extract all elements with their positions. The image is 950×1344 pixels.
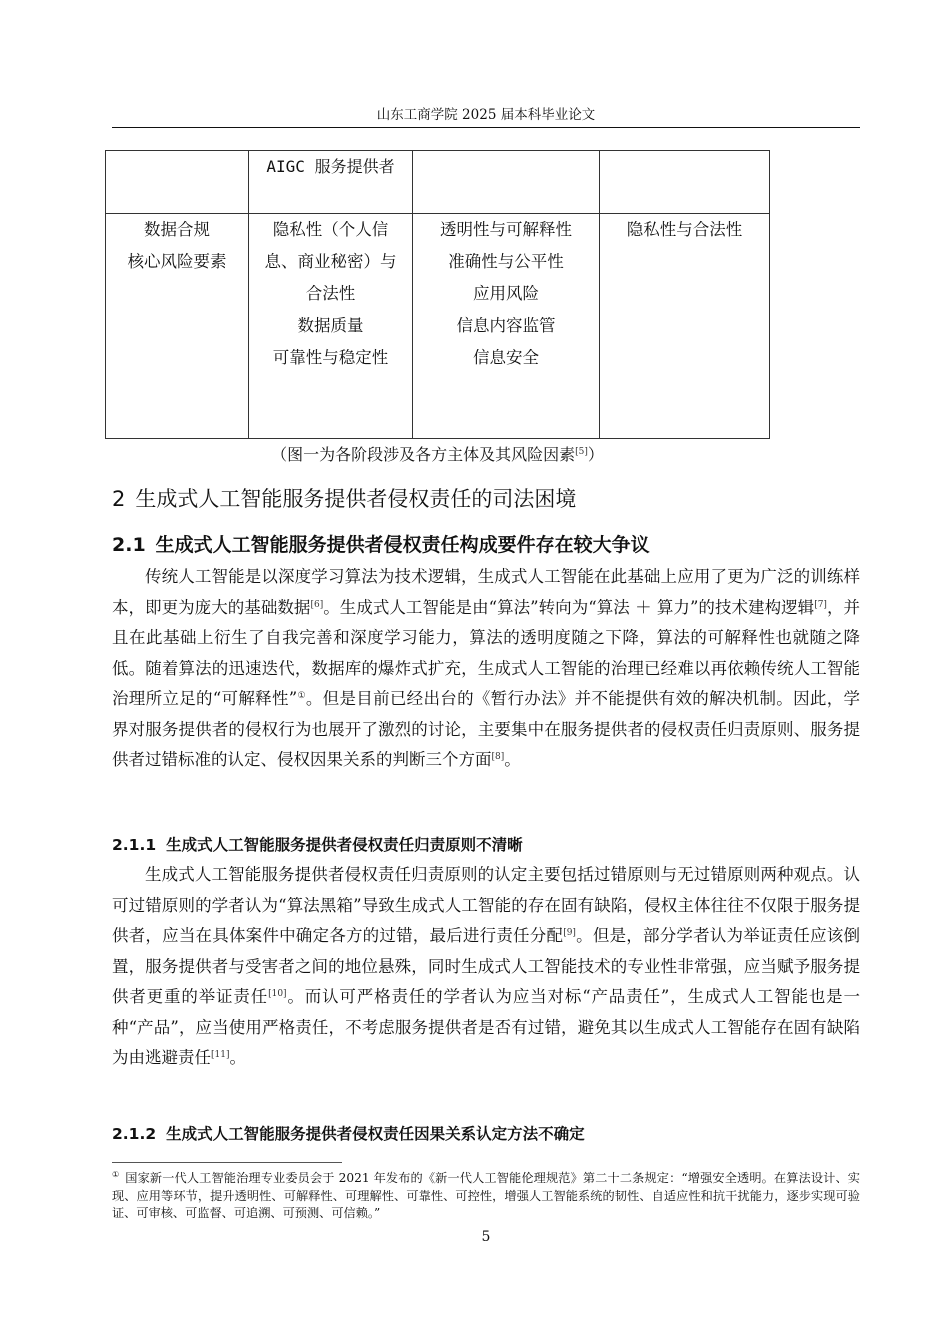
section-number: 2.1.2 xyxy=(112,1125,157,1143)
citation-ref[interactable]: [6] xyxy=(310,599,324,610)
text-run: 。 xyxy=(504,750,521,769)
cell-line: 可靠性与稳定性 xyxy=(272,348,389,367)
risk-factor-table xyxy=(105,150,770,439)
cell-line: 核心风险要素 xyxy=(127,252,227,271)
cell-line: 应用风险 xyxy=(473,284,539,303)
text-run: 。 xyxy=(229,1048,246,1067)
citation-ref[interactable]: [8] xyxy=(491,752,505,762)
table-cell-r2c3 xyxy=(413,214,600,439)
citation-ref[interactable]: [7] xyxy=(814,599,827,610)
table-cell-r1c1 xyxy=(106,151,249,214)
body-paragraph-1 xyxy=(112,562,860,776)
table-caption xyxy=(105,444,770,466)
cell-line: 数据合规 xyxy=(144,220,210,239)
table-cell-r2c2 xyxy=(249,214,413,439)
running-header: 山东工商学院 2025 届本科毕业论文 xyxy=(376,107,596,123)
citation-ref[interactable]: [11] xyxy=(211,1050,230,1060)
text-run: 。而认可严格责任的学者认为应当对标“产品责任”，生成式人工智能也是一种“产品”，应当使用严格责任，不考虑服务提供者是否有过错，避免其以生成式人工智能存在固有缺陷为由逃避责任 xyxy=(112,987,861,1067)
page-number: 5 xyxy=(481,1229,491,1245)
section-number: 2.1.1 xyxy=(112,836,157,854)
table-cell-r1c3 xyxy=(413,151,600,214)
section-number: 2 xyxy=(112,487,126,511)
section-title: 生成式人工智能服务提供者侵权责任的司法困境 xyxy=(135,487,577,511)
cell-line: 准确性与公平性 xyxy=(448,252,564,271)
section-heading-2-1-1 xyxy=(112,834,523,856)
table-cell-r1c4 xyxy=(600,151,770,214)
cell-line: 息、商业秘密）与 xyxy=(264,252,397,271)
text-run: 生成式人工智能服务提供者侵权责任归责原则的认定主要包括过错原则与无过错原则两种观点。认可过错原则的学者认为“算法黑箱”导致生成式人工智能的存在固有缺陷，侵权主体往往不仅限于服务提供者，应当在具体案件中确定各方的过错，最后进行责任分配 xyxy=(112,865,860,945)
body-paragraph-2 xyxy=(112,860,860,1074)
footnote xyxy=(112,1170,860,1223)
section-title: 生成式人工智能服务提供者侵权责任归责原则不清晰 xyxy=(166,836,523,854)
caption-text: （图一为各阶段涉及各方主体及其风险因素 xyxy=(271,445,576,464)
table-row xyxy=(106,151,770,214)
citation-ref[interactable]: [10] xyxy=(268,989,287,999)
cell-line: 信息安全 xyxy=(473,348,539,367)
cell-line: 隐私性与合法性 xyxy=(626,220,743,239)
citation-ref[interactable]: [5] xyxy=(575,447,588,457)
text-run: ，并且在此基础上衍生了自我完善和深度学习能力，算法的透明度随之下降，算法的可解释性也就随之降低。随着算法的迅速迭代，数据库的爆炸式扩充，生成式人工智能的治理已经难以再依赖传统人工智能治理所立足的“可解释性” xyxy=(112,597,861,708)
header-rule xyxy=(112,127,860,128)
table-row xyxy=(106,214,770,439)
cell-line: 合法性 xyxy=(305,284,356,303)
table-cell-r2c4 xyxy=(600,214,770,439)
caption-close: ） xyxy=(587,445,604,464)
text-run: 。生成式人工智能是由“算法”转向为“算法 ＋ 算力”的技术建构逻辑 xyxy=(323,597,815,617)
section-heading-2-1 xyxy=(112,531,650,559)
cell-line: 透明性与可解释性 xyxy=(440,220,572,239)
section-number: 2.1 xyxy=(112,534,146,556)
citation-ref[interactable]: [9] xyxy=(563,928,576,938)
cell-line: 数据质量 xyxy=(297,316,364,335)
section-title: 生成式人工智能服务提供者侵权责任构成要件存在较大争议 xyxy=(155,534,650,556)
text-run: 传统人工智能是以深度学习算法为技术逻辑，生成式人工智能在此基础上应用了更为广泛的训练样本，即更为庞大的基础数据 xyxy=(112,567,860,617)
table-cell-r1c2: AIGC 服务提供者 xyxy=(249,151,413,214)
section-heading-2 xyxy=(112,484,576,514)
cell-line: 隐私性（个人信 xyxy=(272,220,389,239)
section-title: 生成式人工智能服务提供者侵权责任因果关系认定方法不确定 xyxy=(166,1125,585,1143)
text-run: 。但是目前已经出台的《暂行办法》并不能提供有效的解决机制。因此，学界对服务提供者的侵权行为也展开了激烈的讨论，主要集中在服务提供者的侵权责任归责原则、服务提供者过错标准的认定、侵权因果关系的判断三个方面 xyxy=(112,689,860,769)
text-run: 。但是，部分学者认为举证责任应该倒置，服务提供者与受害者之间的地位悬殊，同时生成式人工智能技术的专业性非常强，应当赋予服务提供者更重的举证责任 xyxy=(112,926,861,1006)
section-heading-2-1-2 xyxy=(112,1123,585,1145)
footnote-ref[interactable]: ① xyxy=(297,691,306,701)
footnote-separator xyxy=(112,1162,342,1163)
footnote-text: 国家新一代人工智能治理专业委员会于 2021 年发布的《新一代人工智能伦理规范》第二十二条规定：“增强安全透明。在算法设计、实现、应用等环节，提升透明性、可解释性、可理解性、可靠性、可控性，增强人工智能系统的韧性、自适应性和抗干扰能力，逐步实现可验证、可审核、可监督、可追溯、可预测、可信赖。” xyxy=(112,1171,860,1220)
table-cell-r2c1 xyxy=(106,214,249,439)
footnote-mark: ① xyxy=(112,1170,120,1179)
cell-line: 信息内容监管 xyxy=(456,316,556,335)
